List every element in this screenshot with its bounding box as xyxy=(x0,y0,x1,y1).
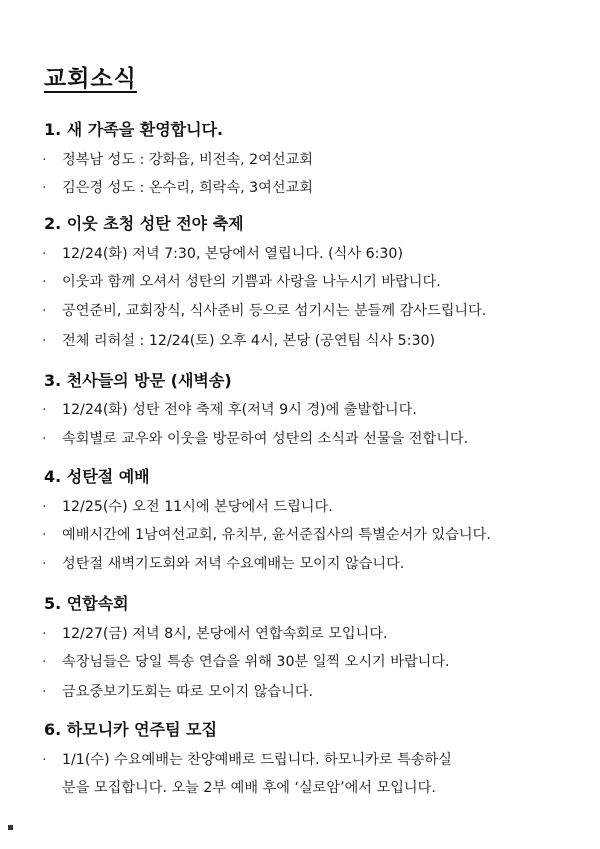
bullet-icon: · xyxy=(42,527,47,543)
list-item: · 정복남 성도 : 강화읍, 비전속, 2여선교회 xyxy=(42,152,313,168)
bullet-icon: · xyxy=(42,246,47,262)
bullet-icon: · xyxy=(42,684,47,700)
bullet-icon: · xyxy=(42,274,47,290)
bullet-icon: · xyxy=(42,402,47,418)
section-heading-2: 2. 이웃 초청 성탄 전야 축제 xyxy=(44,214,244,233)
section-heading-5: 5. 연합속회 xyxy=(44,594,129,613)
section-heading-3: 3. 천사들의 방문 (새벽송) xyxy=(44,371,232,390)
bullet-icon: · xyxy=(42,499,47,515)
list-item: · 금요중보기도회는 따로 모이지 않습니다. xyxy=(42,684,314,700)
list-item: · 12/24(화) 저녁 7:30, 본당에서 열립니다. (식사 6:30) xyxy=(42,246,403,262)
list-item: · 1/1(수) 수요예배는 찬양예배로 드립니다. 하모니카로 특송하실 xyxy=(42,752,452,768)
list-item: · 12/24(화) 성탄 전야 축제 후(저녁 9시 경)에 출발합니다. xyxy=(42,402,417,418)
bullet-icon: · xyxy=(42,333,47,349)
bullet-icon: · xyxy=(42,556,47,572)
page-title: 교회소식 xyxy=(44,66,137,92)
list-item-continuation: 분을 모집합니다. 오늘 2부 예배 후에 ‘실로암’에서 모입니다. xyxy=(62,780,436,796)
section-heading-1: 1. 새 가족을 환영합니다. xyxy=(44,120,224,139)
bullet-icon: · xyxy=(42,654,47,670)
list-item: · 속회별로 교우와 이웃을 방문하여 성탄의 소식과 선물을 전합니다. xyxy=(42,431,469,447)
bullet-icon: · xyxy=(42,752,47,768)
section-heading-4: 4. 성탄절 예배 xyxy=(44,467,150,486)
list-item: · 김은경 성도 : 온수리, 희락속, 3여선교회 xyxy=(42,180,313,196)
bullet-icon: · xyxy=(42,626,47,642)
page-corner-mark xyxy=(8,825,13,830)
bullet-icon: · xyxy=(42,152,47,168)
list-item: · 공연준비, 교회장식, 식사준비 등으로 섬기시는 분들께 감사드립니다. xyxy=(42,303,487,319)
bullet-icon: · xyxy=(42,431,47,447)
list-item: · 예배시간에 1남여선교회, 유치부, 윤서준집사의 특별순서가 있습니다. xyxy=(42,527,491,543)
list-item: · 12/27(금) 저녁 8시, 본당에서 연합속회로 모입니다. xyxy=(42,626,388,642)
list-item: · 성탄절 새벽기도회와 저녁 수요예배는 모이지 않습니다. xyxy=(42,556,405,572)
list-item: · 속장님들은 당일 특송 연습을 위해 30분 일찍 오시기 바랍니다. xyxy=(42,654,450,670)
bullet-icon: · xyxy=(42,180,47,196)
bullet-icon: · xyxy=(42,303,47,319)
list-item: · 전체 리허설 : 12/24(토) 오후 4시, 본당 (공연팀 식사 5:30) xyxy=(42,333,436,349)
list-item: · 12/25(수) 오전 11시에 본당에서 드립니다. xyxy=(42,499,333,515)
section-heading-6: 6. 하모니카 연주팀 모집 xyxy=(44,720,218,739)
list-item: · 이웃과 함께 오셔서 성탄의 기쁨과 사랑을 나누시기 바랍니다. xyxy=(42,274,441,290)
